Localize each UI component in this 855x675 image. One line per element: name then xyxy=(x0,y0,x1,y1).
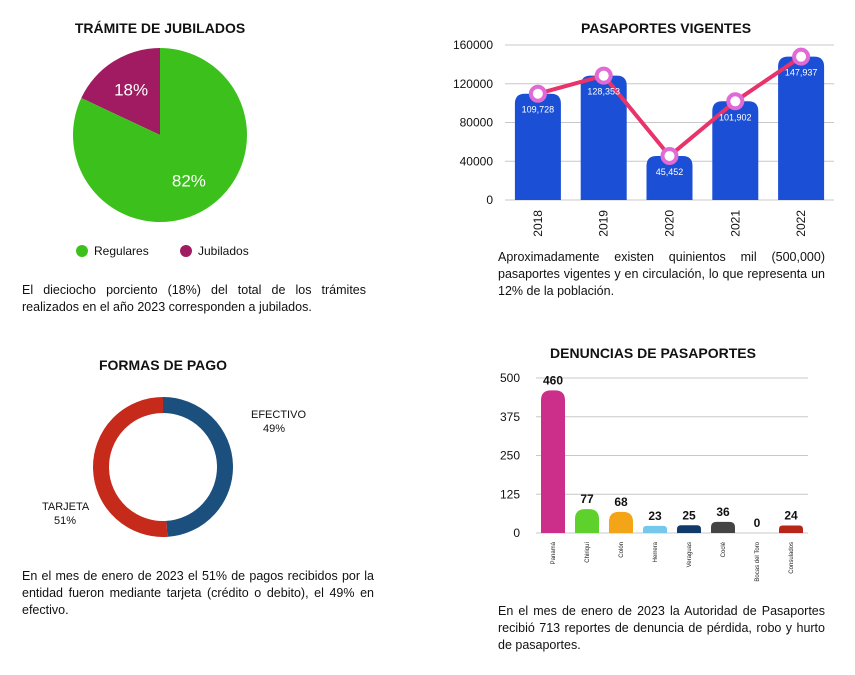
bar-pasaportes-title: PASAPORTES VIGENTES xyxy=(580,20,752,36)
x-tick-label: Coclé xyxy=(721,542,727,558)
bar-chiriquí xyxy=(575,509,599,533)
trend-marker xyxy=(728,94,742,108)
data-label: 25 xyxy=(682,508,696,523)
donut-label-tarjeta: TARJETA xyxy=(42,501,90,513)
y-tick-label: 250 xyxy=(499,448,520,463)
trend-line xyxy=(538,57,801,156)
x-tick-label: Bocas del Toro xyxy=(755,542,761,582)
data-label: 45,452 xyxy=(655,166,684,177)
y-tick-label: 120000 xyxy=(452,76,493,91)
y-tick-label: 375 xyxy=(499,409,520,424)
legend-label-jubilados: Jubilados xyxy=(198,244,249,258)
pie-slice-label-jubilados: 18% xyxy=(114,80,149,100)
bar-denuncias xyxy=(500,371,808,582)
donut-segment-tarjeta xyxy=(101,405,167,529)
trend-marker xyxy=(531,87,545,101)
bar-pasaportes-note: Aproximadamente existen quinientos mil (500,000) pasaportes vigentes y en circulación, lo que representa un 12% de la población. xyxy=(498,250,825,298)
bar-2022 xyxy=(778,57,824,200)
bar-colón xyxy=(609,512,633,533)
bar-herrera xyxy=(643,526,667,533)
data-label: 128,353 xyxy=(587,86,620,97)
bar-denuncias-title: DENUNCIAS DE PASAPORTES xyxy=(550,345,756,361)
pie-jubilados-note: El dieciocho porciento (18%) del total de los trámites realizados en el año 2023 corresponden a jubilados. xyxy=(22,283,366,314)
y-tick-label: 160000 xyxy=(452,38,493,52)
legend-label-regulares: Regulares xyxy=(94,244,149,258)
trend-marker xyxy=(663,149,677,163)
data-label: 77 xyxy=(580,492,594,507)
data-label: 23 xyxy=(648,508,662,523)
x-tick-label: 2020 xyxy=(662,210,677,237)
donut-segment-efectivo xyxy=(163,405,225,529)
donut-label-efectivo: EFECTIVO xyxy=(251,409,307,421)
x-tick-label: Chiriquí xyxy=(585,542,591,563)
data-label: 109,728 xyxy=(521,104,555,115)
data-label: 36 xyxy=(716,504,730,519)
pie-jubilados xyxy=(73,48,249,258)
x-tick-label: Colón xyxy=(619,542,625,558)
y-tick-label: 500 xyxy=(499,371,520,385)
donut-formas-pago xyxy=(42,405,306,529)
bar-consulados xyxy=(779,526,803,533)
x-tick-label: Panamá xyxy=(551,542,557,565)
pie-jubilados-title: TRÁMITE DE JUBILADOS xyxy=(74,20,246,36)
donut-value-efectivo: 49% xyxy=(263,423,286,435)
y-tick-label: 0 xyxy=(513,526,520,540)
data-label: 460 xyxy=(542,373,564,388)
data-label: 68 xyxy=(614,494,628,509)
trend-marker xyxy=(597,69,611,83)
x-tick-label: 2019 xyxy=(596,210,611,237)
donut-pago-title: FORMAS DE PAGO xyxy=(98,357,228,373)
bar-veraguas xyxy=(677,525,701,533)
y-tick-label: 40000 xyxy=(459,154,493,169)
data-label: 101,902 xyxy=(719,112,752,123)
legend-swatch-regulares xyxy=(76,245,88,257)
donut-pago-note: En el mes de enero de 2023 el 51% de pagos recibidos por la entidad fueron mediante tarjeta (crédito o debito), el 49% en efectivo. xyxy=(22,569,374,617)
x-tick-label: 2021 xyxy=(728,210,743,237)
x-tick-label: Herrera xyxy=(653,542,659,563)
data-label: 0 xyxy=(753,516,761,530)
legend-swatch-jubilados xyxy=(180,245,192,257)
y-tick-label: 80000 xyxy=(459,115,493,130)
bar-pasaportes xyxy=(453,38,834,237)
y-tick-label: 125 xyxy=(499,487,520,502)
bar-coclé xyxy=(711,522,735,533)
trend-marker xyxy=(794,50,808,64)
x-tick-label: 2018 xyxy=(530,210,545,237)
data-label: 24 xyxy=(784,508,798,523)
y-tick-label: 0 xyxy=(486,193,493,207)
x-tick-label: Consulados xyxy=(789,542,795,574)
x-tick-label: Veraguas xyxy=(687,542,693,568)
pie-slice-label-regulares: 82% xyxy=(171,171,206,191)
bar-denuncias-note: En el mes de enero de 2023 la Autoridad de Pasaportes recibió 713 reportes de denuncia de pérdida, robo y hurto de pasaportes. xyxy=(498,604,825,652)
donut-value-tarjeta: 51% xyxy=(54,515,77,527)
x-tick-label: 2022 xyxy=(794,210,809,237)
data-label: 147,937 xyxy=(784,67,818,78)
bar-panamá xyxy=(541,390,565,533)
